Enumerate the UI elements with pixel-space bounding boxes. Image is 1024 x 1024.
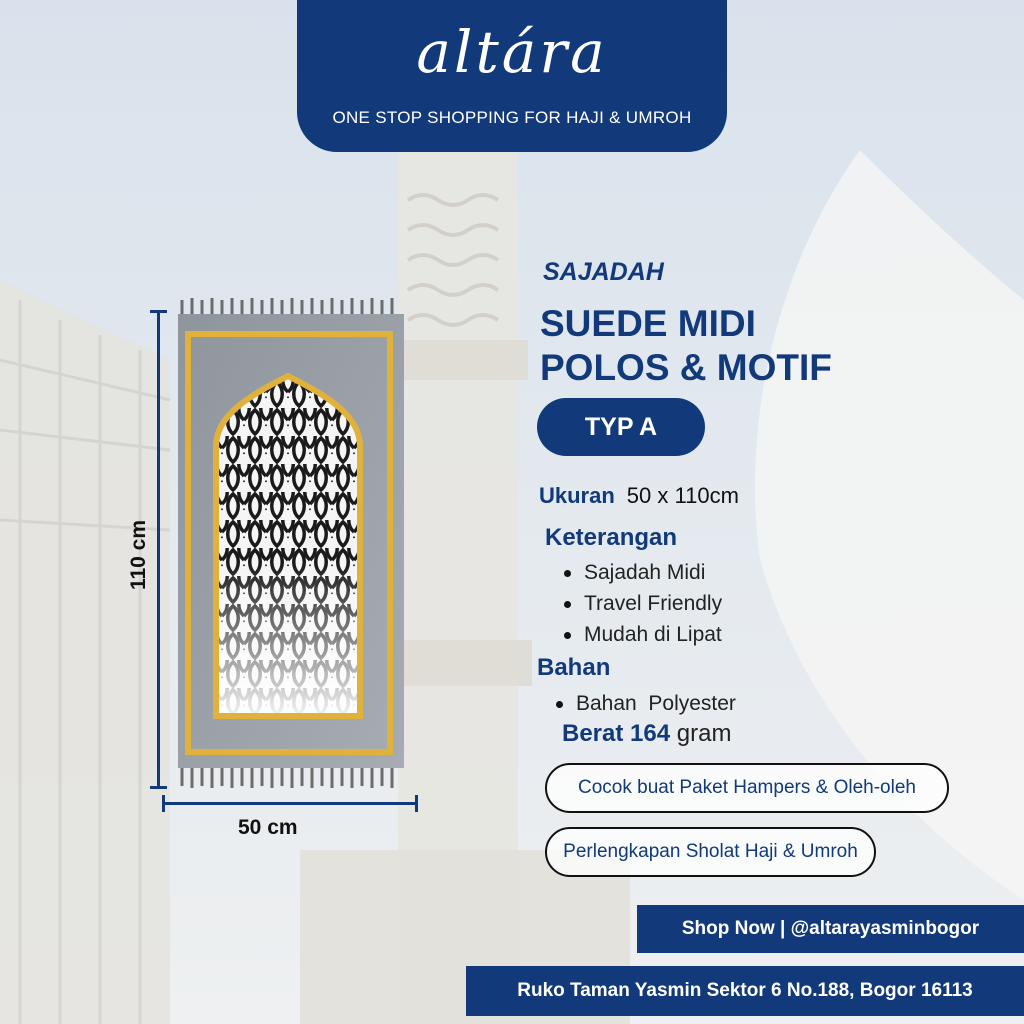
shop-now-banner[interactable]: Shop Now | @altarayasminbogor (637, 905, 1024, 953)
tag-hampers: Cocok buat Paket Hampers & Oleh-oleh (545, 763, 949, 813)
prayer-rug-image (178, 296, 408, 790)
list-item: Travel Friendly (558, 588, 722, 619)
brand-logo: altára (416, 18, 608, 86)
width-dimension-cap-right (415, 795, 418, 812)
list-item: Bahan Polyester (550, 688, 736, 719)
tag-perlengkapan: Perlengkapan Sholat Haji & Umroh (545, 827, 876, 877)
brand-tagline: ONE STOP SHOPPING FOR HAJI & UMROH (332, 108, 692, 127)
size-label: Ukuran (539, 483, 615, 508)
width-dimension-cap-left (162, 795, 165, 812)
size-row (539, 483, 739, 509)
product-name-line-2: POLOS & MOTIF (540, 347, 832, 388)
product-category: SAJADAH (543, 258, 664, 286)
list-item: Sajadah Midi (558, 557, 722, 588)
weight-label: Berat 164 (562, 720, 671, 747)
product-name (540, 302, 832, 390)
height-dimension-label: 110 cm (127, 519, 150, 591)
description-list (558, 557, 722, 650)
width-dimension-label: 50 cm (238, 816, 298, 839)
height-dimension-line (157, 311, 160, 787)
material-heading: Bahan (537, 654, 611, 681)
height-dimension-cap-top (150, 310, 167, 313)
weight-row (562, 720, 731, 748)
weight-unit: gram (676, 720, 732, 747)
width-dimension-line (163, 802, 417, 805)
height-dimension-cap-bottom (150, 786, 167, 789)
material-list (550, 688, 736, 719)
list-item: Mudah di Lipat (558, 619, 722, 650)
size-value: 50 x 110cm (626, 483, 739, 508)
brand-header (297, 0, 727, 152)
description-heading: Keterangan (545, 524, 678, 551)
address-banner: Ruko Taman Yasmin Sektor 6 No.188, Bogor 16113 (466, 966, 1024, 1016)
type-badge: TYP A (537, 398, 705, 456)
product-name-line-1: SUEDE MIDI (540, 303, 756, 344)
